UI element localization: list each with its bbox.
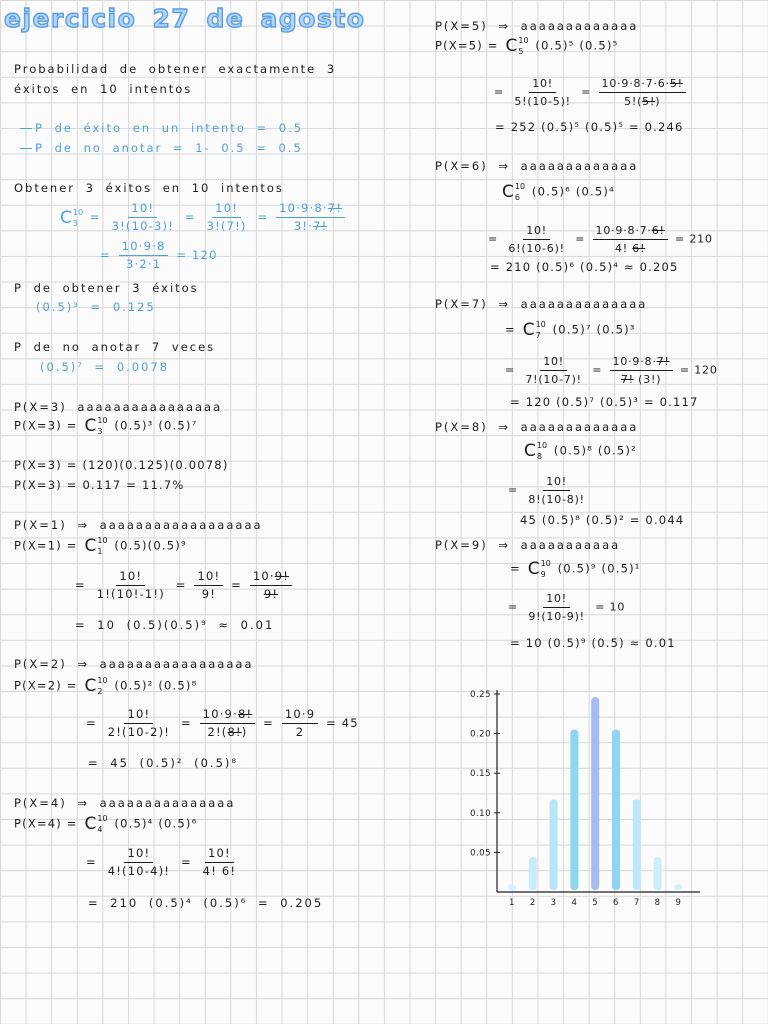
expr-text: (0.5)⁶ (0.5)⁴ [527,184,615,199]
combination-indices [537,441,547,461]
combination-k: 2 [97,687,103,696]
fraction-denominator [511,93,574,108]
fraction [593,224,668,255]
fraction-denominator [204,218,250,233]
expr-text: = [86,716,102,730]
combination-k: 3 [97,427,103,436]
fraction-denominator [505,240,568,255]
expr-text: 10· [252,569,275,583]
combination-n: 10 [514,182,526,191]
y-tick-label: 0.20 [470,729,491,740]
expr-text: (0.5)³ (0.5)⁷ [109,418,198,433]
combination-3-expansion [58,202,348,233]
x6-formula [500,182,615,202]
expr-text: 4! [614,242,633,255]
expr-text: = [570,232,590,246]
fraction [511,77,574,108]
expr-text: 10! [208,846,231,860]
expr-text: 10·9·8 [121,239,166,253]
x5-result: = 252 (0.5)⁵ (0.5)⁵ = 0.246 [495,120,684,134]
x8-formula [522,441,637,461]
expr-text: 10·9·8· [279,201,328,215]
combination-symbol: C [84,814,97,834]
expr-text: 4!(10-4)! [107,864,171,878]
bar [508,884,516,890]
fraction-numerator [523,224,550,240]
combination-indices [518,36,528,56]
fraction-numerator [282,708,318,724]
x-tick-label: 8 [654,898,661,908]
fraction-denominator [105,724,173,739]
x9-fractions [508,592,625,623]
combination-k: 7 [535,331,541,340]
expr-text: (0.5)⁵ (0.5)⁵ [530,38,619,53]
combination-indices [73,208,83,228]
combination-symbol: C [60,207,72,228]
combination [502,182,525,202]
fraction-denominator [618,371,665,386]
expr-text: 8!(10-8)! [528,493,585,506]
combination-indices [97,416,107,436]
combination [528,559,551,579]
expr-text: 10! [127,846,151,860]
fraction [194,570,223,601]
combination-symbol: C [522,320,535,340]
combination-n: 10 [97,814,108,823]
cancelled-term: 7! [313,219,328,233]
expr-text: = [176,855,197,869]
combination-indices [97,536,107,556]
x7-result: = 120 (0.5)⁷ (0.5)³ = 0.117 [510,395,699,409]
fraction [505,224,568,255]
x1-result: = 10 (0.5)(0.5)⁹ ≈ 0.01 [75,618,275,632]
fraction-denominator [204,724,250,739]
intro-line-2: éxitos en 10 intentos [14,82,193,96]
fraction [109,202,177,233]
combination-indices [97,676,107,696]
expr-text: 6!(10-6)! [508,242,565,255]
cancelled-term: 8! [227,725,242,739]
expr-text: = [226,578,247,592]
combination-k: 4 [97,825,103,834]
expr-text: = [258,716,279,730]
cancelled-term: 9! [274,569,290,583]
combination-symbol: C [84,416,97,436]
expr-text: = [176,716,197,730]
expr-text: 1!(10!-1!) [96,587,165,601]
expr-text: 10! [526,224,548,237]
fraction-numerator [250,570,292,586]
combination-k: 6 [514,193,520,202]
x2-fractions [86,708,359,739]
expr-text: ) [655,95,661,108]
expr-text: P(X=3) = [14,418,83,433]
x6-header: P(X=6) ⇒ aaaaaaaaaaaaa [435,159,639,173]
fraction [204,202,250,233]
expr-text: = 210 [670,232,713,246]
x9-header: P(X=9) ⇒ aaaaaaaaaaa [435,538,621,552]
bar [654,857,662,890]
expr-text: = [488,232,503,246]
probability-bar-chart [450,682,710,910]
expr-text: = [75,578,91,592]
x-tick-label: 2 [529,898,536,908]
expr-text: (0.5)² (0.5)⁸ [109,678,198,693]
x1-formula [14,536,187,556]
fraction [119,240,169,271]
expr-text: = 120 [675,363,718,377]
expr-text: = [180,210,201,224]
combination-n: 10 [97,416,108,425]
combination-symbol: C [502,182,514,202]
x6-fractions [488,224,713,255]
x7-formula [505,320,636,340]
expr-text: 3!(7!) [206,219,247,233]
x7-header: P(X=7) ⇒ aaaaaaaaaaaaaa [435,297,648,311]
bar [570,730,578,890]
expr-text: = [587,363,607,377]
combination-k: 3 [72,218,78,228]
x-tick-label: 6 [613,898,619,908]
x8-result: 45 (0.5)⁸ (0.5)² = 0.044 [520,513,685,527]
x-tick-label: 5 [592,898,599,908]
fraction-numerator [194,570,223,586]
fraction [599,77,686,108]
expr-text: 2!( [207,725,228,739]
fraction-numerator [119,240,169,256]
fraction-denominator [293,724,308,739]
fraction-numerator [128,202,157,218]
y-tick-label: 0.15 [470,769,491,780]
expr-text: 2!(10-2)! [107,725,171,739]
fraction-denominator [525,608,588,623]
fraction-numerator [529,77,556,93]
combination-n: 10 [72,207,84,217]
fraction [105,708,173,739]
bar [633,799,641,890]
y-tick-label: 0.05 [470,848,491,859]
fraction-numerator [205,847,234,863]
combination-n: 10 [518,36,529,45]
expr-text: 10! [131,201,155,215]
x4-header: P(X=4) ⇒ aaaaaaaaaaaaaaa [14,796,236,810]
combination [85,676,108,696]
expr-text: P(X=2) = [14,678,83,693]
expr-text: 10! [127,707,151,721]
obtener-heading: Obtener 3 éxitos en 10 intentos [14,181,284,195]
x-tick-label: 7 [633,898,640,908]
expr-text: 7!(10-7)! [525,373,582,386]
fraction-denominator [94,586,168,601]
fraction-numerator [610,355,673,371]
intro-line-1: Probabilidad de obtener exactamente 3 [14,62,337,76]
fraction-numerator [543,475,570,491]
combination-k: 1 [97,547,103,556]
x3-header: P(X=3) aaaaaaaaaaaaaaaa [14,400,223,414]
x7-fractions [505,355,718,386]
expr-text: = [508,483,523,497]
fraction-numerator [124,847,153,863]
combination-indices [536,320,546,340]
combination-n: 10 [540,559,551,568]
x4-formula [14,814,197,834]
cancelled-term: 8! [237,707,253,721]
combination-symbol: C [524,441,536,461]
expr-text: 10·9·8· [612,355,657,368]
bar [674,884,682,890]
bar [612,730,620,890]
fraction [525,592,588,623]
expr-text: = 10 [590,600,626,614]
x8-header: P(X=8) ⇒ aaaaaaaaaaaaa [435,420,639,434]
expr-text: 3·2·1 [125,257,162,271]
combination-n: 10 [535,320,546,329]
expr-text: = 45 [321,716,359,730]
y-tick-label: 0.10 [470,808,491,819]
combination-n: 10 [536,441,548,450]
combination-symbol: C [84,536,97,556]
expr-text: 10! [532,77,554,90]
fraction-denominator [522,371,585,386]
expr-text: = [85,210,106,224]
x-tick-label: 9 [675,898,682,908]
expr-text: (3!) [633,373,662,386]
combination [524,441,547,461]
x3-result: P(X=3) = 0.117 = 11.7% [14,478,185,492]
fraction [94,570,168,601]
fraction-numerator [599,77,686,93]
cancelled-term: 7! [620,373,634,386]
expr-text: ) [241,725,248,739]
x4-result: = 210 (0.5)⁴ (0.5)⁶ = 0.205 [88,896,324,910]
combination [85,536,108,556]
combination-n: 10 [97,536,108,545]
fraction-denominator [109,218,177,233]
expr-text: 10! [215,201,239,215]
expr-text: (0.5)⁸ (0.5)² [549,443,637,458]
expr-text: 10·9·8·7·6· [601,77,670,90]
x-tick-label: 3 [550,898,557,908]
fraction-numerator [593,224,668,240]
fraction-numerator [124,708,153,724]
p-obtener-3-value: (0.5)³ = 0.125 [36,300,156,314]
combination-k: 8 [536,452,542,461]
x4-fractions [86,847,242,878]
expr-text: (0.5)⁴ (0.5)⁶ [109,816,198,831]
fraction-denominator [199,586,219,601]
combination-k: 5 [518,47,524,56]
expr-text: = [100,248,116,262]
cancelled-term: 5! [669,77,683,90]
expr-text: 10! [543,355,565,368]
expr-text: 4! 6! [202,864,237,878]
fraction [105,847,173,878]
fraction-numerator [543,592,570,608]
fraction [522,355,585,386]
fraction-denominator [200,863,240,878]
x-tick-label: 1 [509,898,515,908]
expr-text: P(X=5) = [435,38,504,53]
fraction-numerator [540,355,567,371]
expr-text: 3!(10-3)! [111,219,175,233]
x5-fractions [494,77,689,108]
x1-fractions [75,570,295,601]
combination [523,320,546,340]
combination [85,814,108,834]
combination-indices [515,182,525,202]
combination-indices [541,559,551,579]
combination-3-simplified [100,240,218,271]
expr-text: = 120 [171,248,218,262]
x9-result: = 10 (0.5)⁹ (0.5) ≈ 0.01 [510,636,676,650]
combination-symbol: C [527,559,540,579]
cancelled-term: 5! [642,95,656,108]
fraction-numerator [212,202,241,218]
expr-text: 10·9· [202,707,238,721]
expr-text: 10·9 [284,707,316,721]
p-no-anotar-note: P de no anotar = 1- 0.5 = 0.5 [20,141,303,156]
fraction-denominator [525,491,588,506]
expr-text: = [170,578,192,592]
combination-k: 9 [540,570,546,579]
combination-indices [97,814,107,834]
x2-header: P(X=2) ⇒ aaaaaaaaaaaaaaaaa [14,657,254,671]
page-title: ejercicio 27 de agosto [4,4,366,33]
combination-n: 10 [97,676,108,685]
expr-text: 5!(10-5)! [514,95,571,108]
cancelled-term: 9! [263,587,279,601]
expr-text: = [86,855,102,869]
bar [550,799,558,890]
fraction-denominator [291,218,331,233]
bar [591,697,599,890]
expr-text: = [576,85,596,99]
x8-fractions [508,475,591,506]
expr-text: P(X=1) = [14,538,83,553]
fraction [250,570,292,601]
x2-formula [14,676,197,696]
fraction [200,847,240,878]
expr-text: = [508,600,523,614]
p-exito-note: P de éxito en un intento = 0.5 [20,121,303,136]
expr-text: 10! [546,475,568,488]
x6-result: = 210 (0.5)⁶ (0.5)⁴ ≈ 0.205 [490,260,679,274]
x5-header: P(X=5) ⇒ aaaaaaaaaaaaa [435,19,639,33]
fraction-numerator [116,570,145,586]
expr-text: = [252,210,274,224]
combination-symbol: C [505,36,518,56]
cancelled-term: 7! [327,201,343,215]
expr-text: 10! [119,569,143,583]
expr-text: = [505,322,521,337]
fraction-denominator [261,586,281,601]
expr-text: 9! [201,587,217,601]
fraction [610,355,673,386]
expr-text: 2 [295,725,305,739]
fraction-numerator [200,708,256,724]
x3-substitution: P(X=3) = (120)(0.125)(0.0078) [14,458,229,472]
expr-text: 5!( [624,95,643,108]
fraction [282,708,318,739]
p-obtener-3-heading: P de obtener 3 éxitos [14,281,199,295]
expr-text: = [510,561,526,576]
x9-formula [510,559,641,579]
fraction-denominator [123,256,164,271]
cancelled-term: 6! [651,224,665,237]
x3-formula [14,416,197,436]
expr-text: 10! [197,569,221,583]
bar [529,857,537,890]
expr-text: 3!· [293,219,314,233]
cancelled-term: 7! [656,355,670,368]
x-tick-label: 4 [571,898,578,908]
expr-text: (0.5)⁷ (0.5)³ [547,322,636,337]
x1-header: P(X=1) ⇒ aaaaaaaaaaaaaaaaaa [14,518,263,532]
p-no-anotar-7-heading: P de no anotar 7 veces [14,340,216,354]
fraction [525,475,588,506]
cancelled-term: 6! [632,242,646,255]
x2-result: = 45 (0.5)² (0.5)⁸ [88,756,238,770]
expr-text: 10·9·8·7· [595,224,652,237]
fraction [276,202,345,233]
expr-text: = [494,85,509,99]
fraction-numerator [276,202,345,218]
expr-text: P(X=4) = [14,816,83,831]
combination-symbol: C [84,676,97,696]
fraction-denominator [105,863,173,878]
fraction [200,708,256,739]
expr-text: = [505,363,520,377]
expr-text: (0.5)⁹ (0.5)¹ [552,561,641,576]
combination [506,36,529,56]
combination [85,416,108,436]
y-tick-label: 0.25 [470,690,491,700]
expr-text: 10! [546,592,568,605]
combination [60,208,83,228]
fraction-denominator [612,240,648,255]
expr-text: 9!(10-9)! [528,610,585,623]
expr-text: (0.5)(0.5)⁹ [109,538,187,553]
p-no-anotar-7-value: (0.5)⁷ = 0.0078 [40,360,170,374]
x5-formula [435,36,618,56]
fraction-denominator [621,93,663,108]
